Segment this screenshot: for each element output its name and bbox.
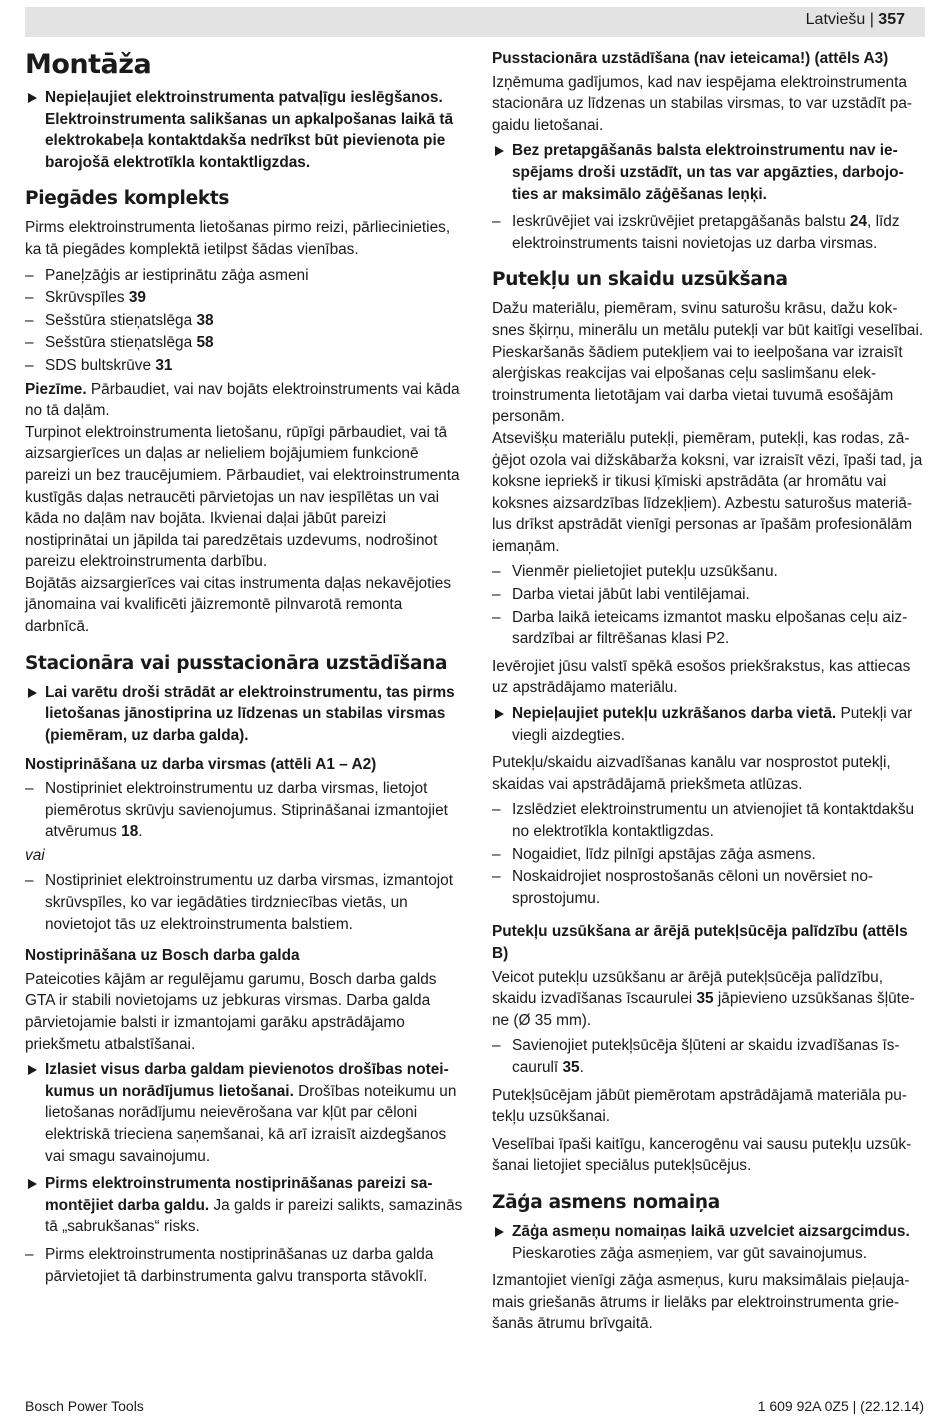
page-header (25, 7, 925, 37)
list-item: – SDS bultskrūve 31 (25, 356, 173, 374)
or-text: vai (25, 846, 45, 864)
list-item: – Vienmēr pielietojiet putekļu uzsūkšanu. (492, 563, 778, 581)
list-item: – Darba vietai jābūt labi ventilējamai. (492, 586, 750, 604)
right-column (492, 48, 924, 1335)
page-number: 357 (878, 11, 905, 28)
heading-semi-stationary: Pusstacionāra uzstādīšana (nav ieteicama!) (attēls A3) (492, 50, 889, 67)
dust-paragraph-2: Atsevišķu materiālu putekļi, piemēram, putekļi, kas rodas, zāģējot ozola vai dižskābarža koksni, var izraisīt vēzi, īpaši tad, ja koksne iepriekš ir tikusi ķīmiski apstrādāta (ar hromātu vai koksnes aizsardzības līdzekļiem). Azbestu saturošus materiālus drīkst apstrādāt vienīgi personas ar īpašām profesionālām iemaņām. (492, 429, 923, 555)
warning-arrow-icon (495, 1227, 504, 1237)
warning-assemble-table: Pirms elektroinstrumenta nostiprināšanas pareizi samontējiet darba galdu. Ja galds ir pareizi salikts, samazinās tā „sabrukšanas“ risks. (25, 1173, 465, 1238)
warning-tip-over: Bez pretapgāšanās balsta elektroinstrumentu nav iespējams droši uzstādīt, un tas var apgāzties, darbojoties ar maksimālo zāģēšanas leņķi. (492, 140, 924, 205)
heading-delivery: Piegādes komplekts (25, 188, 230, 210)
repair-paragraph: Bojātās aizsargierīces vai citas instrumenta daļas nekavējoties jānomaina vai kvalificēti jāizremontē pilnvarotā remonta darbnīcā. (25, 574, 452, 636)
list-item: – Pirms elektroinstrumenta nostiprināšanas uz darba galda pārvietojiet tā darbinstrumenta galvu transporta stāvoklī. (25, 1245, 434, 1285)
left-column (25, 48, 465, 1288)
delivery-intro: Pirms elektroinstrumenta lietošanas pirmo reizi, pārliecinieties, ka tā piegādes komplektā ietilpst šādas vienības. (25, 219, 451, 258)
list-item: – Darba laikā ieteicams izmantot masku elpošanas ceļu aizsardzībai ar filtrēšanas klasi P2. (492, 608, 908, 648)
external-vacuum-paragraph: Veicot putekļu uzsūkšanu ar ārējā putekļsūcēja palīdzību, skaidu izvadīšanas īscaurulei 35 jāpievieno uzsūkšanas šļūtene (Ø 35 mm). (492, 968, 915, 1029)
dust-paragraph-1: Dažu materiālu, piemēram, svinu saturošu krāsu, dažu koksnes šķirņu, minerālu un metālu putekļi var būt kaitīgi veselībai. Pieskaršanās šādiem putekļiem vai to ieelpošana var izraisīt alerģiskas reakcijas vai elpošanas ceļu saslimšanu elektroinstrumenta lietotājam vai darba vietai tuvumā esošājām personām. (492, 300, 924, 426)
warning-arrow-icon (28, 1065, 37, 1075)
warning-dust-buildup: Nepieļaujiet putekļu uzkrāšanos darba vietā. Putekļi var viegli aizdegties. (492, 703, 924, 746)
list-item: – Ieskrūvējiet vai izskrūvējiet pretapgāšanās balstu 24, līdz elektroinstruments taisni novietojas uz darba virsmas. (492, 213, 900, 252)
header-language: Latviešu (805, 11, 866, 28)
warning-arrow-icon (28, 93, 37, 103)
list-item: – Nostipriniet elektroinstrumentu uz darba virsmas, izmantojot skrūvspīles, ko var iegādāties tirdzniecības vietās, un novietojot tās uz elektroinstrumenta balstiem. (25, 872, 454, 933)
list-item: – Nogaidiet, līdz pilnīgi apstājas zāģa asmens. (492, 845, 816, 863)
warning-arrow-icon (28, 1179, 37, 1189)
heading-dust-extraction: Putekļu un skaidu uzsūkšana (492, 269, 788, 291)
list-item: – Skrūvspīles 39 (25, 289, 146, 307)
header-text (806, 11, 905, 29)
heading-bosch-table: Nostiprināšana uz Bosch darba galda (25, 947, 300, 965)
header-separator: | (869, 11, 874, 28)
heading-blade-change: Zāģa asmens nomaiņa (492, 1191, 720, 1213)
warning-fix-surface: Lai varētu droši strādāt ar elektroinstrumentu, tas pirms lietošanas jānostiprina uz līdzenas un stabilas virsmas (piemēram, uz darba galda). (25, 682, 465, 747)
vacuum-paragraph-1: Putekļsūcējam jābūt piemērotam apstrādājamā materiāla putekļu uzsūkšanai. (492, 1086, 907, 1126)
warning-arrow-icon (28, 688, 37, 698)
list-item: – Sešstūra stieņatslēga 38 (25, 311, 214, 329)
list-item: – Noskaidrojiet nosprostošanās cēloni un novērsiet nosprostojumu. (492, 868, 874, 907)
note-paragraph: Piezīme. Pārbaudiet, vai nav bojāts elektroinstruments vai kāda no tā daļām. (25, 380, 460, 420)
warning-gloves: Zāģa asmeņu nomaiņas laikā uzvelciet aizsargcimdus. Pieskaroties zāģa asmeņiem, var gūt savainojumus. (492, 1221, 924, 1264)
clog-paragraph: Putekļu/skaidu aizvadīšanas kanālu var nosprostot putekļi, skaidas vai apstrādājamā priekšmeta atlūzas. (492, 754, 891, 793)
warning-text: Nepieļaujiet elektroinstrumenta patvaļīgu ieslēgšanos. Elektroinstrumenta salikšanas un apkalpošanas laikā tā elektrokabeļa kontaktdakša nedrīkst būt pievienota pie barojošā elektrotīkla kontaktligzdas. (45, 89, 454, 171)
footer-brand: Bosch Power Tools (25, 1398, 144, 1414)
list-item: – Nostipriniet elektroinstrumentu uz darba virsmas, lietojot piemērotus skrūvju savienojumus. Stiprināšanai izmantojiet atvērumus 18. (25, 780, 448, 841)
warning-read-instructions: Izlasiet visus darba galdam pievienotos drošības noteikumus un norādījumus lietošanai. Drošības noteikumu un lietošanas norādījumu neievērošana var kļūt par cēloni elektriskā trieciena saņemšanai, kā arī izraisīt aizdegšanos vai smagu savainojumu. (25, 1059, 465, 1167)
bosch-paragraph: Pateicoties kājām ar regulējamu garumu, Bosch darba galds GTA ir stabili novietojams uz jebkuras virsmas. Darba galda pārvietojamie balsti ir izmantojami garāku apstrādājamo priekšmetu atbalstīšanai. (25, 970, 437, 1053)
warning-arrow-icon (495, 709, 504, 719)
vacuum-paragraph-2: Veselībai īpaši kaitīgu, kancerogēnu vai sausu putekļu uzsūkšanai lietojiet speciālus putekļsūcējus. (492, 1135, 912, 1175)
section-title-assembly: Montāža (25, 49, 152, 80)
heading-external-vacuum: Putekļu uzsūkšana ar ārējā putekļsūcēja palīdzību (attēls B) (492, 923, 908, 962)
list-item: – Sešstūra stieņatslēga 58 (25, 334, 214, 352)
heading-stationary: Stacionāra vai pusstacionāra uzstādīšana (25, 652, 448, 674)
warning-switch-on (25, 87, 465, 173)
warning-arrow-icon (495, 146, 504, 156)
list-item: – Savienojiet putekļsūcēja šļūteni ar skaidu izvadīšanas īscaurulī 35. (492, 1037, 900, 1076)
semi-paragraph: Izņēmuma gadījumos, kad nav iespējama elektroinstrumenta stacionāra uz līdzenas un stabilas virsmas, to var uzstādīt pagaidu lietošanai. (492, 73, 913, 134)
heading-fix-work-surface: Nostiprināšana uz darba virsmas (attēli A1 – A2) (25, 756, 377, 774)
footer-docnumber: 1 609 92A 0Z5 | (22.12.14) (757, 1398, 924, 1414)
regulations-paragraph: Ievērojiet jūsu valstī spēkā esošos priekšrakstus, kas attiecas uz apstrādājamo materiālu. (492, 657, 911, 697)
list-item: – Paneļzāģis ar iestiprinātu zāģa asmeni (25, 266, 309, 284)
check-paragraph: Turpinot elektroinstrumenta lietošanu, rūpīgi pārbaudiet, vai tā aizsargierīces un daļas ar nelieliem bojājumiem funkcionē pareizi un bez traucējumiem. Pārbaudiet, vai elektroinstrumenta kustīgās daļas netraucēti pārvietojas un nav iespīlētas un vai kāda no daļām nav bojāta. Ikvienai daļai jābūt pareizi nostiprinātai un jāpilda tai paredzētais uzdevums, nodrošinot pareizu elektroinstrumenta darbību. (25, 423, 460, 571)
blade-paragraph: Izmantojiet vienīgi zāģa asmeņus, kuru maksimālais pieļaujamais griešanās ātrums ir lielāks par elektroinstrumenta griešanās ātrumu brīvgaitā. (492, 1272, 910, 1333)
list-item: – Izslēdziet elektroinstrumentu un atvienojiet tā kontaktdakšu no elektrotīkla kontaktligzdas. (492, 801, 915, 840)
